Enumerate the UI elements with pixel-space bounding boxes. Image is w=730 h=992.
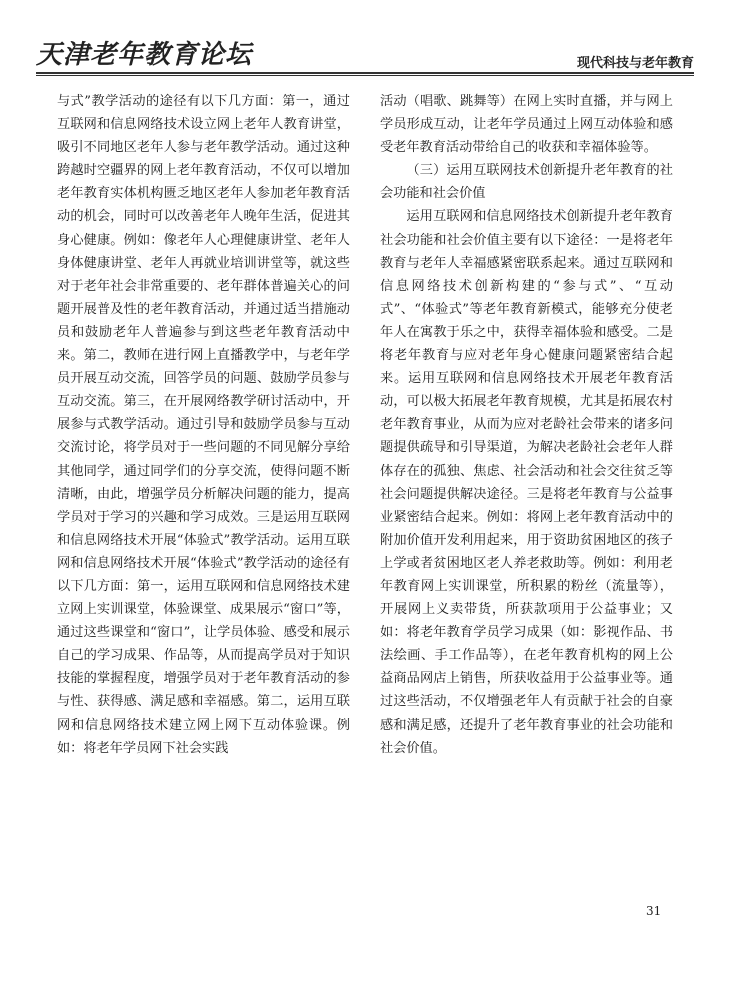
page-header xyxy=(36,30,694,78)
header-rule-thin xyxy=(36,75,694,76)
body-paragraph: 运用互联网和信息网络技术创新提升老年教育社会功能和社会价值主要有以下途径：一是将老年教育与老年人幸福感紧密联系起来。通过互联网和信息网络技术创新构建的“参与式”、“互动式”、“体验式”等老年教育新模式，能够充分使老年人在寓教于乐之中，获得幸福体验和感受。二是将老年教育与应对老年身心健康问题紧密结合起来。运用互联网和信息网络技术开展老年教育活动，可以极大拓展老年教育规模，尤其是拓展农村老年教育事业，从而为应对老龄社会带来的诸多问题提供疏导和引导渠道，为解决老龄社会老年人群体存在的孤独、焦虑、社会活动和社会交往贫乏等社会问题提供解决途径。三是将老年教育与公益事业紧密结合起来。例如：将网上老年教育活动中的附加价值开发利用起来，用于资助贫困地区的孩子上学或者贫困地区老人养老救助等。例如：利用老年教育网上实训课堂，所积累的粉丝（流量等），开展网上义卖带货，所获款项用于公益事业；又如：将老年教育学员学习成果（如：影视作品、书法绘画、手工作品等），在老年教育机构的网上公益商品网店上销售，所获收益用于公益事业等。通过这些活动，不仅增强老年人有贡献于社会的自豪感和满足感，还提升了老年教育事业的社会功能和社会价值。 xyxy=(380,209,673,756)
body-paragraph: 活动（唱歌、跳舞等）在网上实时直播，并与网上学员形成互动，让老年学员通过上网互动体验和感受老年教育活动带给自己的收获和幸福体验等。 xyxy=(380,94,673,156)
page-number: 31 xyxy=(646,904,662,918)
journal-name: 现代科技与老年教育 xyxy=(576,56,694,71)
section-heading: （三）运用互联网技术创新提升老年教育的社会功能和社会价值 xyxy=(380,163,673,202)
left-column xyxy=(57,90,350,760)
journal-logo: 天津老年教育论坛 xyxy=(36,40,253,70)
header-rule xyxy=(36,72,694,74)
right-column xyxy=(380,90,673,760)
body-paragraph: 与式”教学活动的途径有以下几方面：第一，通过互联网和信息网络技术设立网上老年人教育讲堂，吸引不同地区老年人参与老年教学活动。通过这种跨越时空疆界的网上老年教育活动，不仅可以增加老年教育实体机构匮乏地区老年人参加老年教育活动的机会，同时可以改善老年人晚年生活，促进其身心健康。例如：像老年人心理健康讲堂、老年人身体健康讲堂、老年人再就业培训讲堂等，就这些对于老年社会非常重要的、老年群体普遍关心的问题开展普及性的老年教育活动，并通过适当措施动员和鼓励老年人普遍参与到这些老年教育活动中来。第二，教师在进行网上直播教学中，与老年学员开展互动交流，回答学员的问题、鼓励学员参与互动交流。第三，在开展网络教学研讨活动中，开展参与式教学活动。通过引导和鼓励学员参与互动交流讨论，将学员对于一些问题的不同见解分享给其他同学，通过同学们的分享交流，使得问题不断清晰，由此，增强学员分析解决问题的能力，提高学员对于学习的兴趣和学习成效。三是运用互联网和信息网络技术开展“体验式”教学活动。运用互联网和信息网络技术开展“体验式”教学活动的途径有以下几方面：第一，运用互联网和信息网络技术建立网上实训课堂，体验课堂、成果展示“窗口”等，通过这些课堂和“窗口”，让学员体验、感受和展示自己的学习成果、作品等，从而提高学员对于知识技能的掌握程度，增强学员对于老年教育活动的参与性、获得感、满足感和幸福感。第二，运用互联网和信息网络技术建立网上网下互动体验课。例如：将老年学员网下社会实践 xyxy=(57,94,350,756)
